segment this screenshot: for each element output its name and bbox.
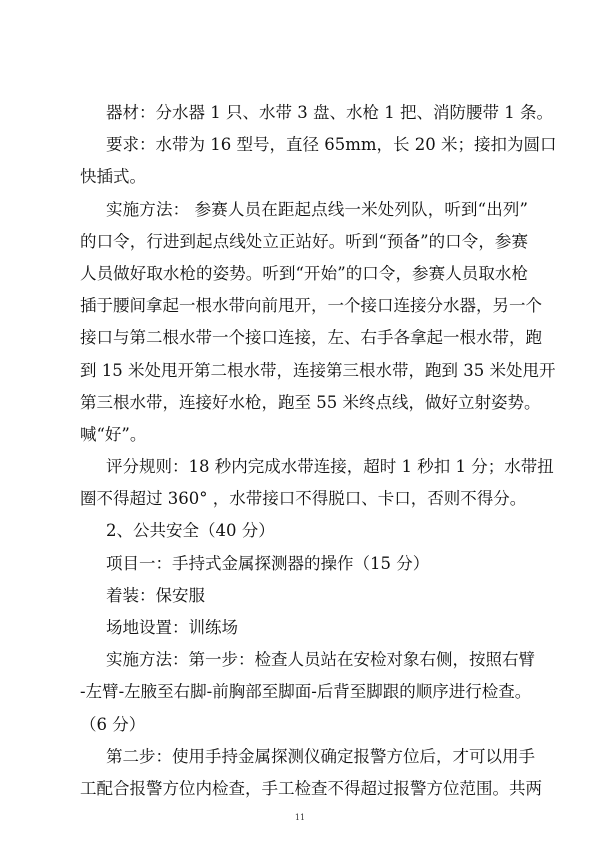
project-heading: 项目一：手持式金属探测器的操作（15 分） xyxy=(106,553,430,573)
step1-line-1: 实施方法：第一步：检查人员站在安检对象右侧，按照右臂 xyxy=(106,650,535,670)
method-line-4: 插于腰间拿起一根水带向前甩开，一个接口连接分水器，另一个 xyxy=(80,296,542,316)
venue-line: 场地设置：训练场 xyxy=(106,618,238,637)
section-heading: 2、公共安全（40 分） xyxy=(106,521,275,541)
method-line-6: 到 15 米处甩开第二根水带，连接第三根水带，跑到 35 米处甩开 xyxy=(80,360,556,380)
scoring-line-1: 评分规则：18 秒内完成水带连接，超时 1 秒扣 1 分；水带扭 xyxy=(106,457,554,477)
method-line-2: 的口令，行进到起点线处立正站好。听到“预备”的口令，参赛 xyxy=(80,231,528,251)
step2-line-1: 第二步：使用手持金属探测仪确定报警方位后，才可以用手 xyxy=(106,746,535,766)
equipment-line: 器材：分水器 1 只、水带 3 盘、水枪 1 把、消防腰带 1 条。 xyxy=(106,103,553,122)
requirement-line-1: 要求：水带为 16 型号，直径 65mm，长 20 米；接扣为圆口 xyxy=(106,135,557,155)
page-number: 11 xyxy=(294,813,306,822)
requirement-line-2: 快插式。 xyxy=(80,167,146,187)
method-line-8: 喊“好”。 xyxy=(80,424,147,444)
method-line-3: 人员做好取水枪的姿势。听到“开始”的口令，参赛人员取水枪 xyxy=(80,263,528,283)
method-line-1: 实施方法： 参赛人员在距起点线一米处列队，听到“出列” xyxy=(106,199,528,219)
method-line-5: 接口与第二根水带一个接口连接，左、右手各拿起一根水带，跑 xyxy=(80,328,542,348)
attire-line: 着装：保安服 xyxy=(106,585,205,605)
step1-line-2: -左臂-左腋至右脚-前胸部至脚面-后背至脚跟的顺序进行检查。 xyxy=(80,682,532,702)
step2-line-2: 工配合报警方位内检查，手工检查不得超过报警方位范围。共两 xyxy=(80,778,542,798)
method-line-7: 第三根水带，连接好水枪，跑至 55 米终点线，做好立射姿势。 xyxy=(80,392,541,412)
step1-line-3: （6 分） xyxy=(80,714,146,734)
scoring-line-2: 圈不得超过 360° ，水带接口不得脱口、卡口，否则不得分。 xyxy=(80,489,527,509)
body-text xyxy=(80,97,557,805)
